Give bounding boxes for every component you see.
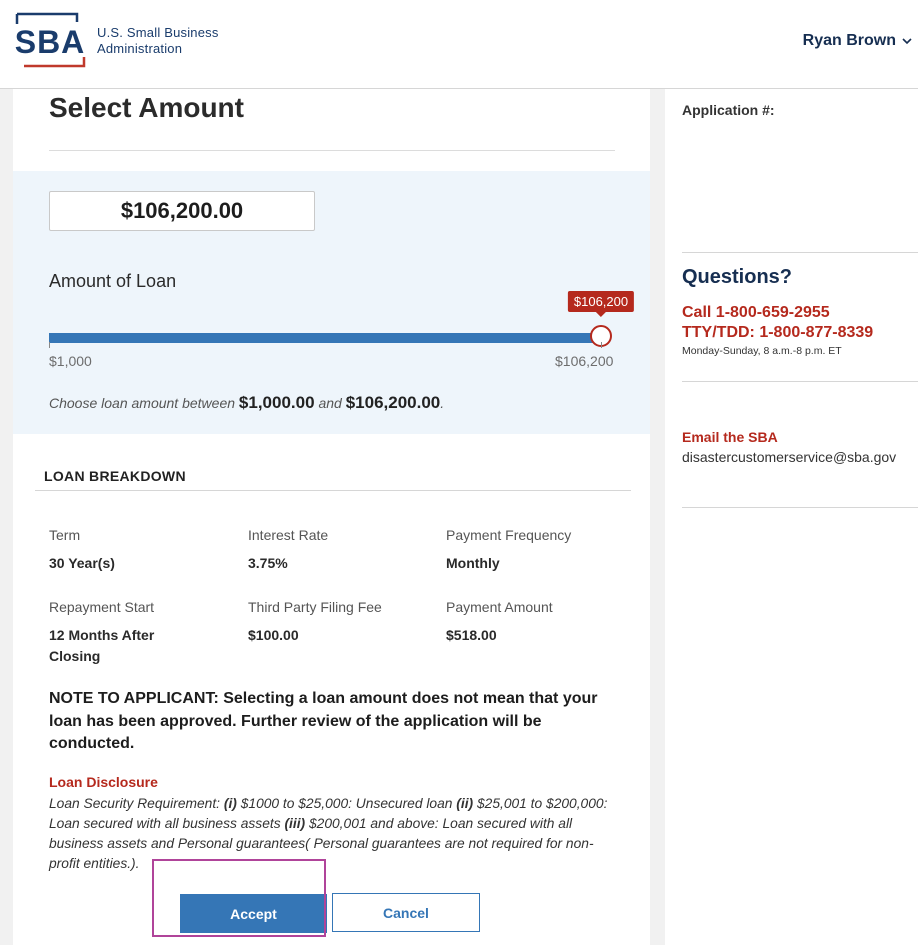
disclosure-part-i: (i) [223,796,237,811]
site-header [0,0,918,89]
loan-breakdown-heading: LOAN BREAKDOWN [44,468,186,484]
loan-disclosure-heading: Loan Disclosure [49,774,158,790]
disclosure-part: $1000 to $25,000: Unsecured loan [236,796,457,811]
email-sba-heading: Email the SBA [682,429,778,445]
disclosure-part: $25,001 to $200,000: Loan secured with all business assets [49,796,608,831]
accept-button[interactable]: Accept [180,894,327,933]
slider-min-tick [49,342,50,348]
slider-max-label: $106,200 [555,353,614,369]
slider-min-label: $1,000 [49,353,92,369]
payment-frequency-label: Payment Frequency [446,527,572,543]
support-hours: Monday-Sunday, 8 a.m.-8 p.m. ET [682,345,842,357]
filing-fee-value: $100.00 [248,627,299,643]
loan-amount-slider[interactable] [49,294,629,343]
range-note-middle: and [318,395,342,411]
term-label: Term [49,527,81,543]
slider-value-tooltip: $106,200 [568,291,634,312]
interest-rate-item [248,527,423,574]
sidebar [665,89,918,945]
payment-frequency-item [446,527,621,574]
disclosure-part-iii: (iii) [284,816,306,831]
user-name: Ryan Brown [802,32,896,49]
sba-logo-text: SBA [14,24,86,60]
payment-frequency-value: Monthly [446,555,500,571]
loan-disclosure-text [49,794,619,874]
payment-amount-value: $518.00 [446,627,497,643]
title-divider [49,150,615,151]
loan-range-note [49,393,444,413]
payment-amount-item [446,599,621,646]
term-item [49,527,224,574]
term-value: 30 Year(s) [49,555,115,571]
interest-rate-label: Interest Rate [248,527,329,543]
range-note-prefix: Choose loan amount between [49,395,236,411]
application-number-label: Application #: [682,102,775,118]
amount-of-loan-label: Amount of Loan [49,271,177,291]
sidebar-divider [682,381,918,382]
disclosure-part: Loan Security Requirement: [49,796,224,811]
loan-amount-card [13,89,650,945]
sba-logo[interactable] [14,12,86,68]
sidebar-divider [682,252,918,253]
email-address-link[interactable]: disastercustomerservice@sba.gov [682,449,897,465]
amount-panel [13,171,650,434]
loan-amount-input[interactable]: $106,200.00 [49,191,315,231]
questions-title: Questions? [682,266,793,288]
sba-logo-mark [14,12,86,68]
filing-fee-label: Third Party Filing Fee [248,599,382,615]
filing-fee-item [248,599,423,646]
cancel-button[interactable]: Cancel [332,893,480,932]
chevron-down-icon [902,36,912,46]
repayment-start-value: 12 Months After Closing [49,627,155,664]
disclosure-part: $200,001 and above: Loan secured with all business assets and Personal guarantees( Personal guarantees are not required for non-profit entities.). [49,816,594,871]
note-to-applicant: NOTE TO APPLICANT: Selecting a loan amount does not mean that your loan has been approved. Further review of the application will be conducted. [49,690,598,752]
call-phone-link[interactable]: Call 1-800-659-2955 [682,304,830,321]
range-note-max: $106,200.00 [345,393,441,412]
tty-phone-link[interactable]: TTY/TDD: 1-800-877-8339 [682,324,874,341]
range-note-suffix: . [440,395,445,411]
range-note-min: $1,000.00 [238,393,315,412]
sidebar-divider [682,507,918,508]
disclosure-part-ii: (ii) [456,796,474,811]
slider-max-tick [601,342,602,348]
interest-rate-value: 3.75% [248,555,288,571]
slider-fill [49,333,601,343]
breakdown-divider [35,490,631,491]
page-title: Select Amount [49,92,244,123]
payment-amount-label: Payment Amount [446,599,553,615]
agency-name: U.S. Small Business Administration [97,25,219,56]
user-menu[interactable] [803,32,912,50]
repayment-start-label: Repayment Start [49,599,155,615]
repayment-start-item [49,599,179,667]
